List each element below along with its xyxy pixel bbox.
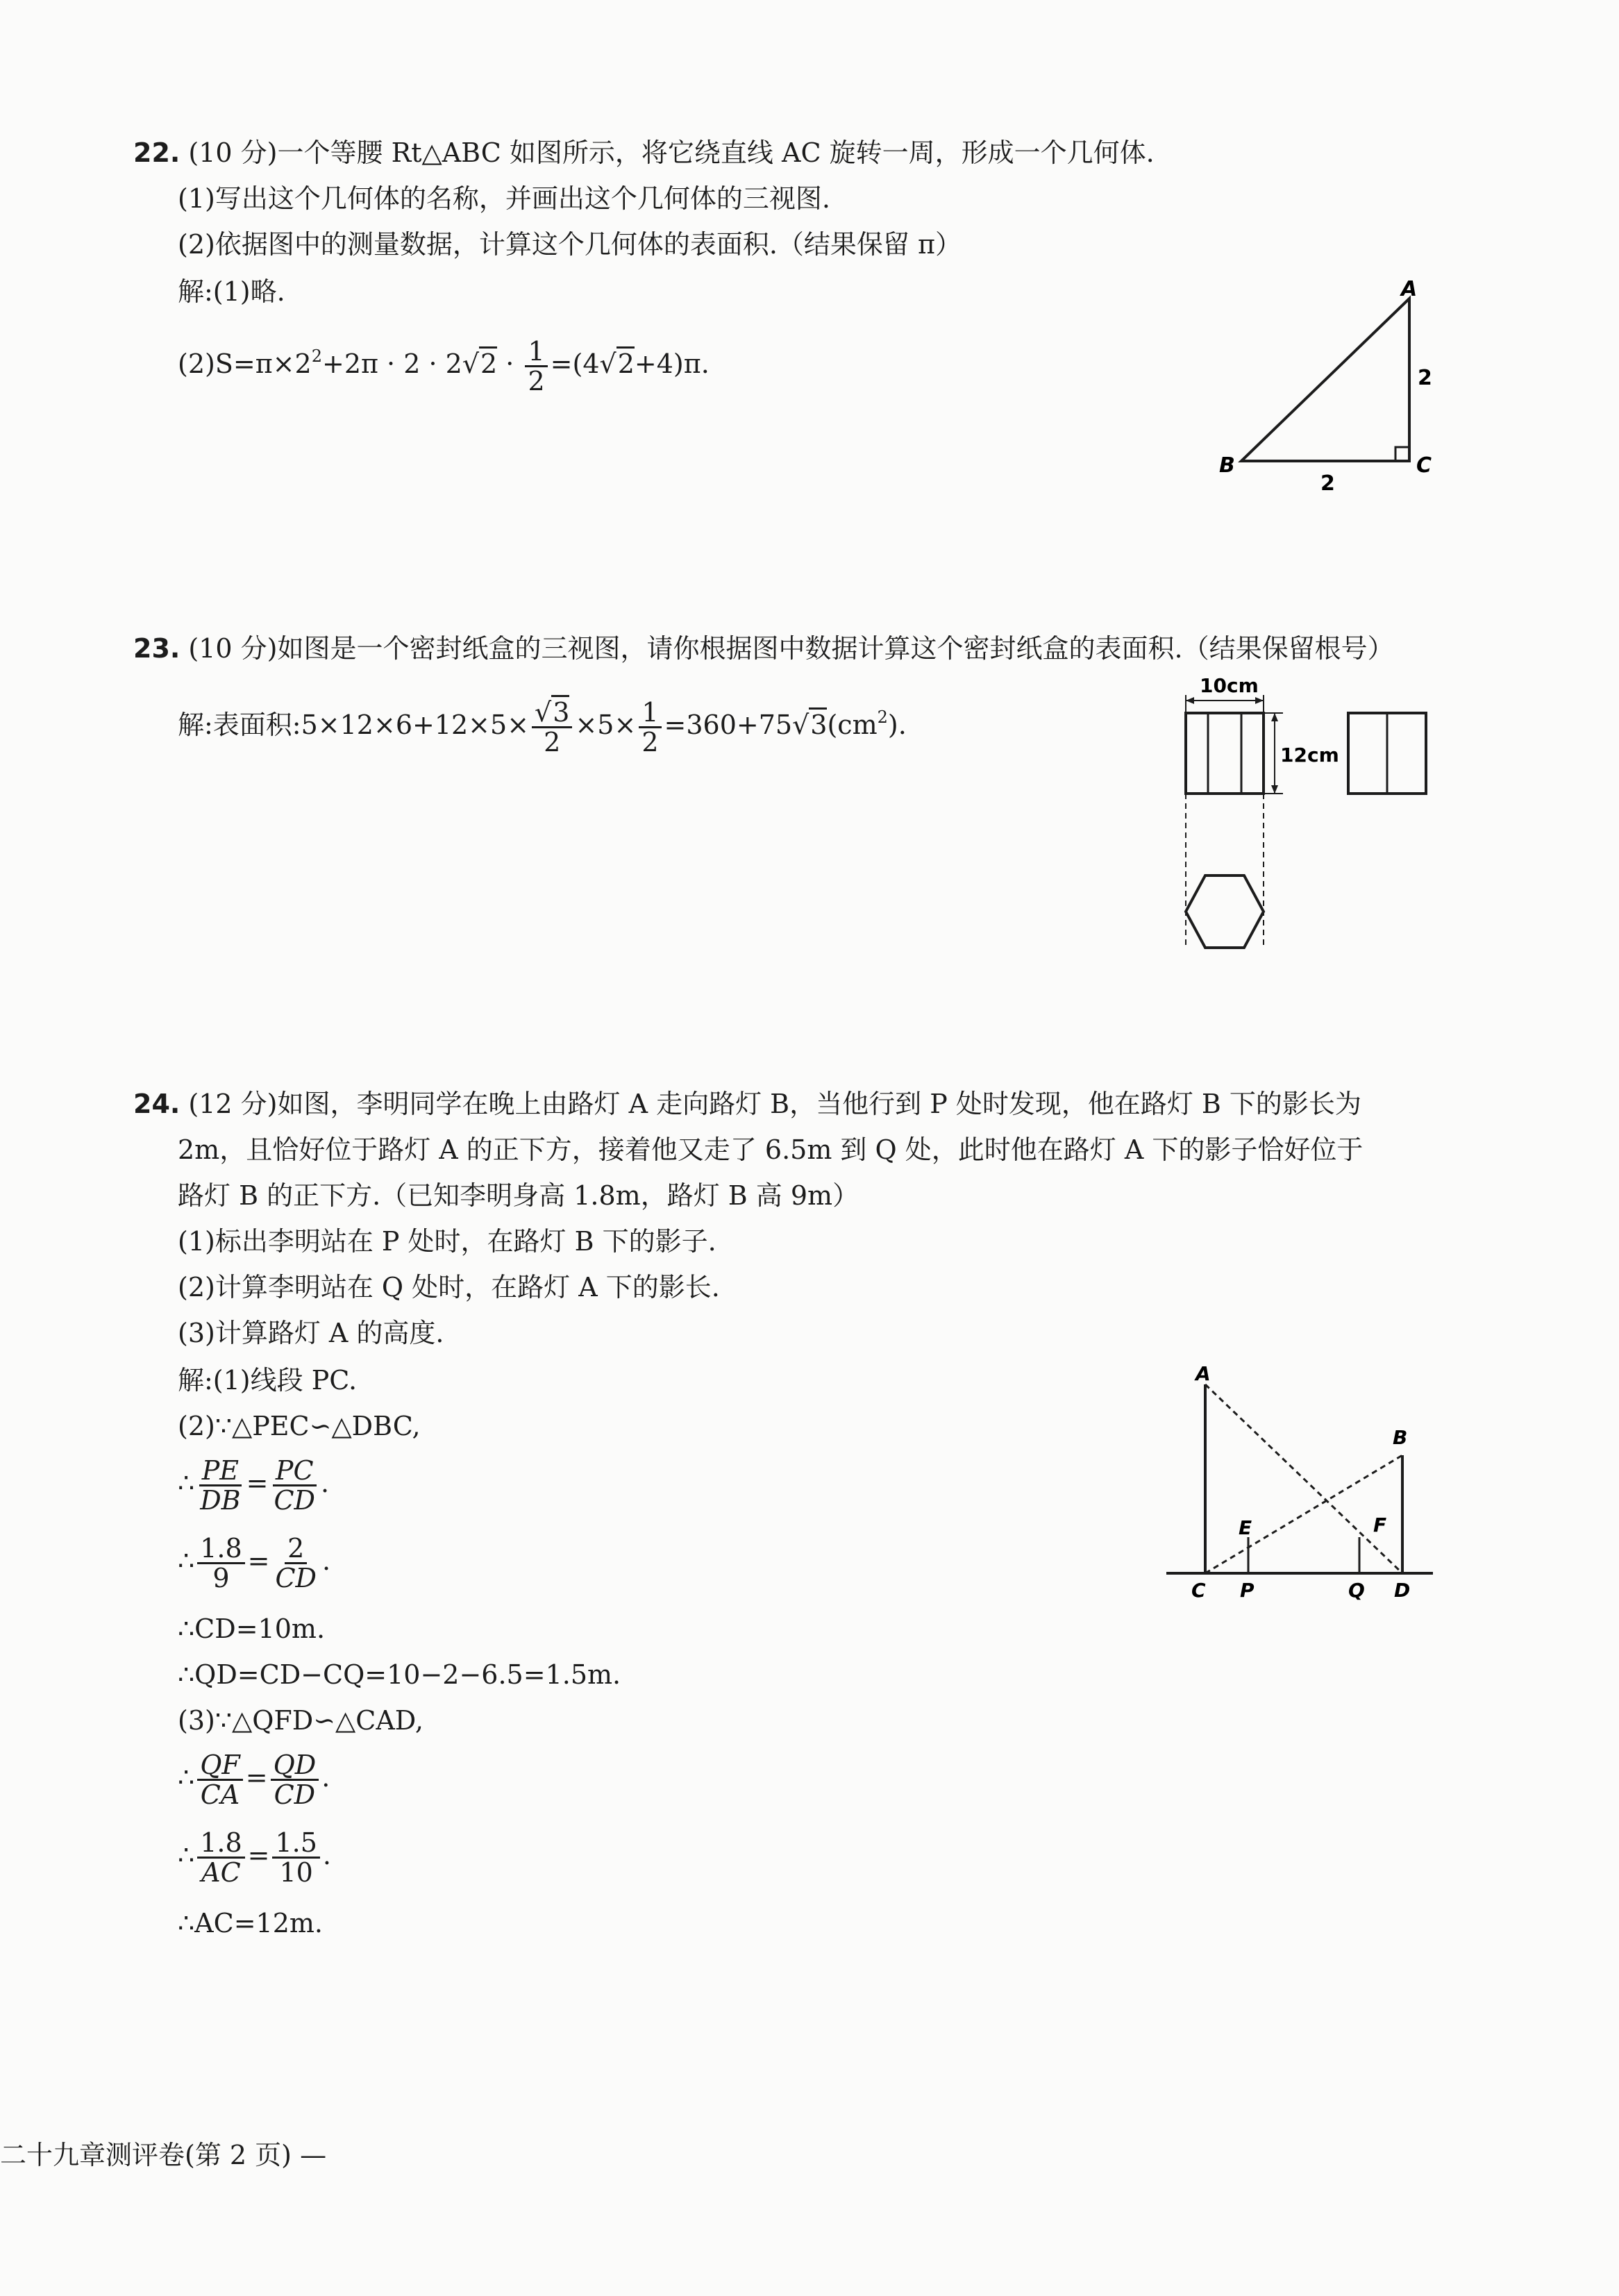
label-c: C — [1191, 1579, 1206, 1602]
label-side-bc: 2 — [1320, 471, 1335, 496]
right-angle-mark — [1395, 447, 1409, 461]
q24-sub3: (3)计算路灯 A 的高度. — [178, 1318, 444, 1348]
front-view — [1186, 713, 1264, 794]
label-b: B — [1393, 1426, 1408, 1449]
q24-answer8: ∴ $\frac{QF}{CA}$ = $\frac{QD}{CD}$ . — [178, 1750, 330, 1810]
fraction-sqrt3-over-2: $\frac{√3}{2}$ — [532, 698, 572, 756]
q22-triangle-figure — [1208, 271, 1444, 507]
q24-answer9: ∴ $\frac{1.8}{AC}$ = $\frac{1.5}{10}$ . — [178, 1827, 331, 1888]
label-q: Q — [1348, 1579, 1365, 1602]
q24-answer6: ∴QD=CD−CQ=10−2−6.5=1.5m. — [178, 1659, 621, 1690]
top-view-hexagon — [1186, 875, 1264, 948]
q22-answer2: $(2)S=\pi\times 2^2+2\pi \cdot 2 \cdot 2√2$ · $\frac{1}{2}$ =(4√2+4)π. — [178, 336, 710, 396]
q23-number: 23. — [133, 633, 181, 664]
q24-answer5: ∴CD=10m. — [178, 1614, 326, 1644]
q23-header — [133, 632, 1394, 665]
fraction-half: $\frac{1}{2}$ — [639, 698, 661, 756]
ray-a-to-d — [1205, 1384, 1402, 1573]
label-a: A — [1196, 1362, 1211, 1385]
width-label: 10cm — [1200, 674, 1259, 697]
q24-sub1: (1)标出李明站在 P 处时，在路灯 B 下的影子. — [178, 1226, 716, 1257]
q22-header — [133, 136, 1155, 169]
page-footer: 二十九章测评卷(第 2 页) — — [0, 2140, 327, 2170]
q24-sub2: (2)计算李明站在 Q 处时，在路灯 A 下的影长. — [178, 1272, 720, 1302]
q22-answer1: 解:(1)略. — [178, 276, 285, 307]
height-label: 12cm — [1280, 744, 1339, 766]
q23-header-text: (10 分)如图是一个密封纸盒的三视图，请你根据图中数据计算这个密封纸盒的表面积.（结果保留根号） — [188, 633, 1394, 664]
q22-sub2: (2)依据图中的测量数据，计算这个几何体的表面积.（结果保留 π） — [178, 229, 962, 260]
q22-header-text: (10 分)一个等腰 Rt△ABC 如图所示，将它绕直线 AC 旋转一周，形成一个几何体. — [188, 137, 1155, 168]
label-a: A — [1401, 277, 1418, 301]
q24-header-line2: 2m，且恰好位于路灯 A 的正下方，接着他又走了 6.5m 到 Q 处，此时他在路灯 A 下的影子恰好位于 — [178, 1134, 1364, 1165]
q24-streetlight-figure — [1152, 1354, 1451, 1611]
q24-answer10: ∴AC=12m. — [178, 1908, 323, 1938]
q24-header-line3: 路灯 B 的正下方.（已知李明身高 1.8m，路灯 B 高 9m） — [178, 1180, 859, 1211]
q24-answer2: (2)∵△PEC∽△DBC, — [178, 1411, 421, 1441]
q24-header-line1: 24. (12 分)如图，李明同学在晚上由路灯 A 走向路灯 B，当他行到 P 处时发现，他在路灯 B 下的影长为 — [133, 1089, 1361, 1119]
q24-answer3: ∴ $\frac{PE}{DB}$ = $\frac{PC}{CD}$ . — [178, 1455, 330, 1516]
q24-number: 24. — [133, 1089, 181, 1119]
q22-sub1: (1)写出这个几何体的名称，并画出这个几何体的三视图. — [178, 183, 830, 214]
q22-number: 22. — [133, 137, 181, 168]
label-e: E — [1239, 1516, 1252, 1539]
label-side-ac: 2 — [1418, 366, 1432, 390]
label-c: C — [1416, 453, 1432, 478]
q24-answer1: 解:(1)线段 PC. — [178, 1365, 358, 1396]
q23-answer: 解:表面积:5×12×6+12×5× $\frac{√3}{2}$ ×5× $\frac{1}{2}$ $=360+75√3(cm^2)$. — [178, 698, 907, 756]
label-d: D — [1394, 1579, 1411, 1602]
label-f: F — [1373, 1514, 1387, 1536]
label-p: P — [1240, 1579, 1255, 1602]
q23-three-view-figure — [1173, 670, 1444, 962]
fraction-half: $\frac{1}{2}$ — [525, 337, 547, 395]
triangle-abc — [1241, 299, 1409, 461]
q24-answer7: (3)∵△QFD∽△CAD, — [178, 1705, 423, 1736]
label-b: B — [1219, 453, 1235, 478]
q24-answer4: ∴ $\frac{1.8}{9}$ = $\frac{2}{CD}$ . — [178, 1533, 331, 1593]
